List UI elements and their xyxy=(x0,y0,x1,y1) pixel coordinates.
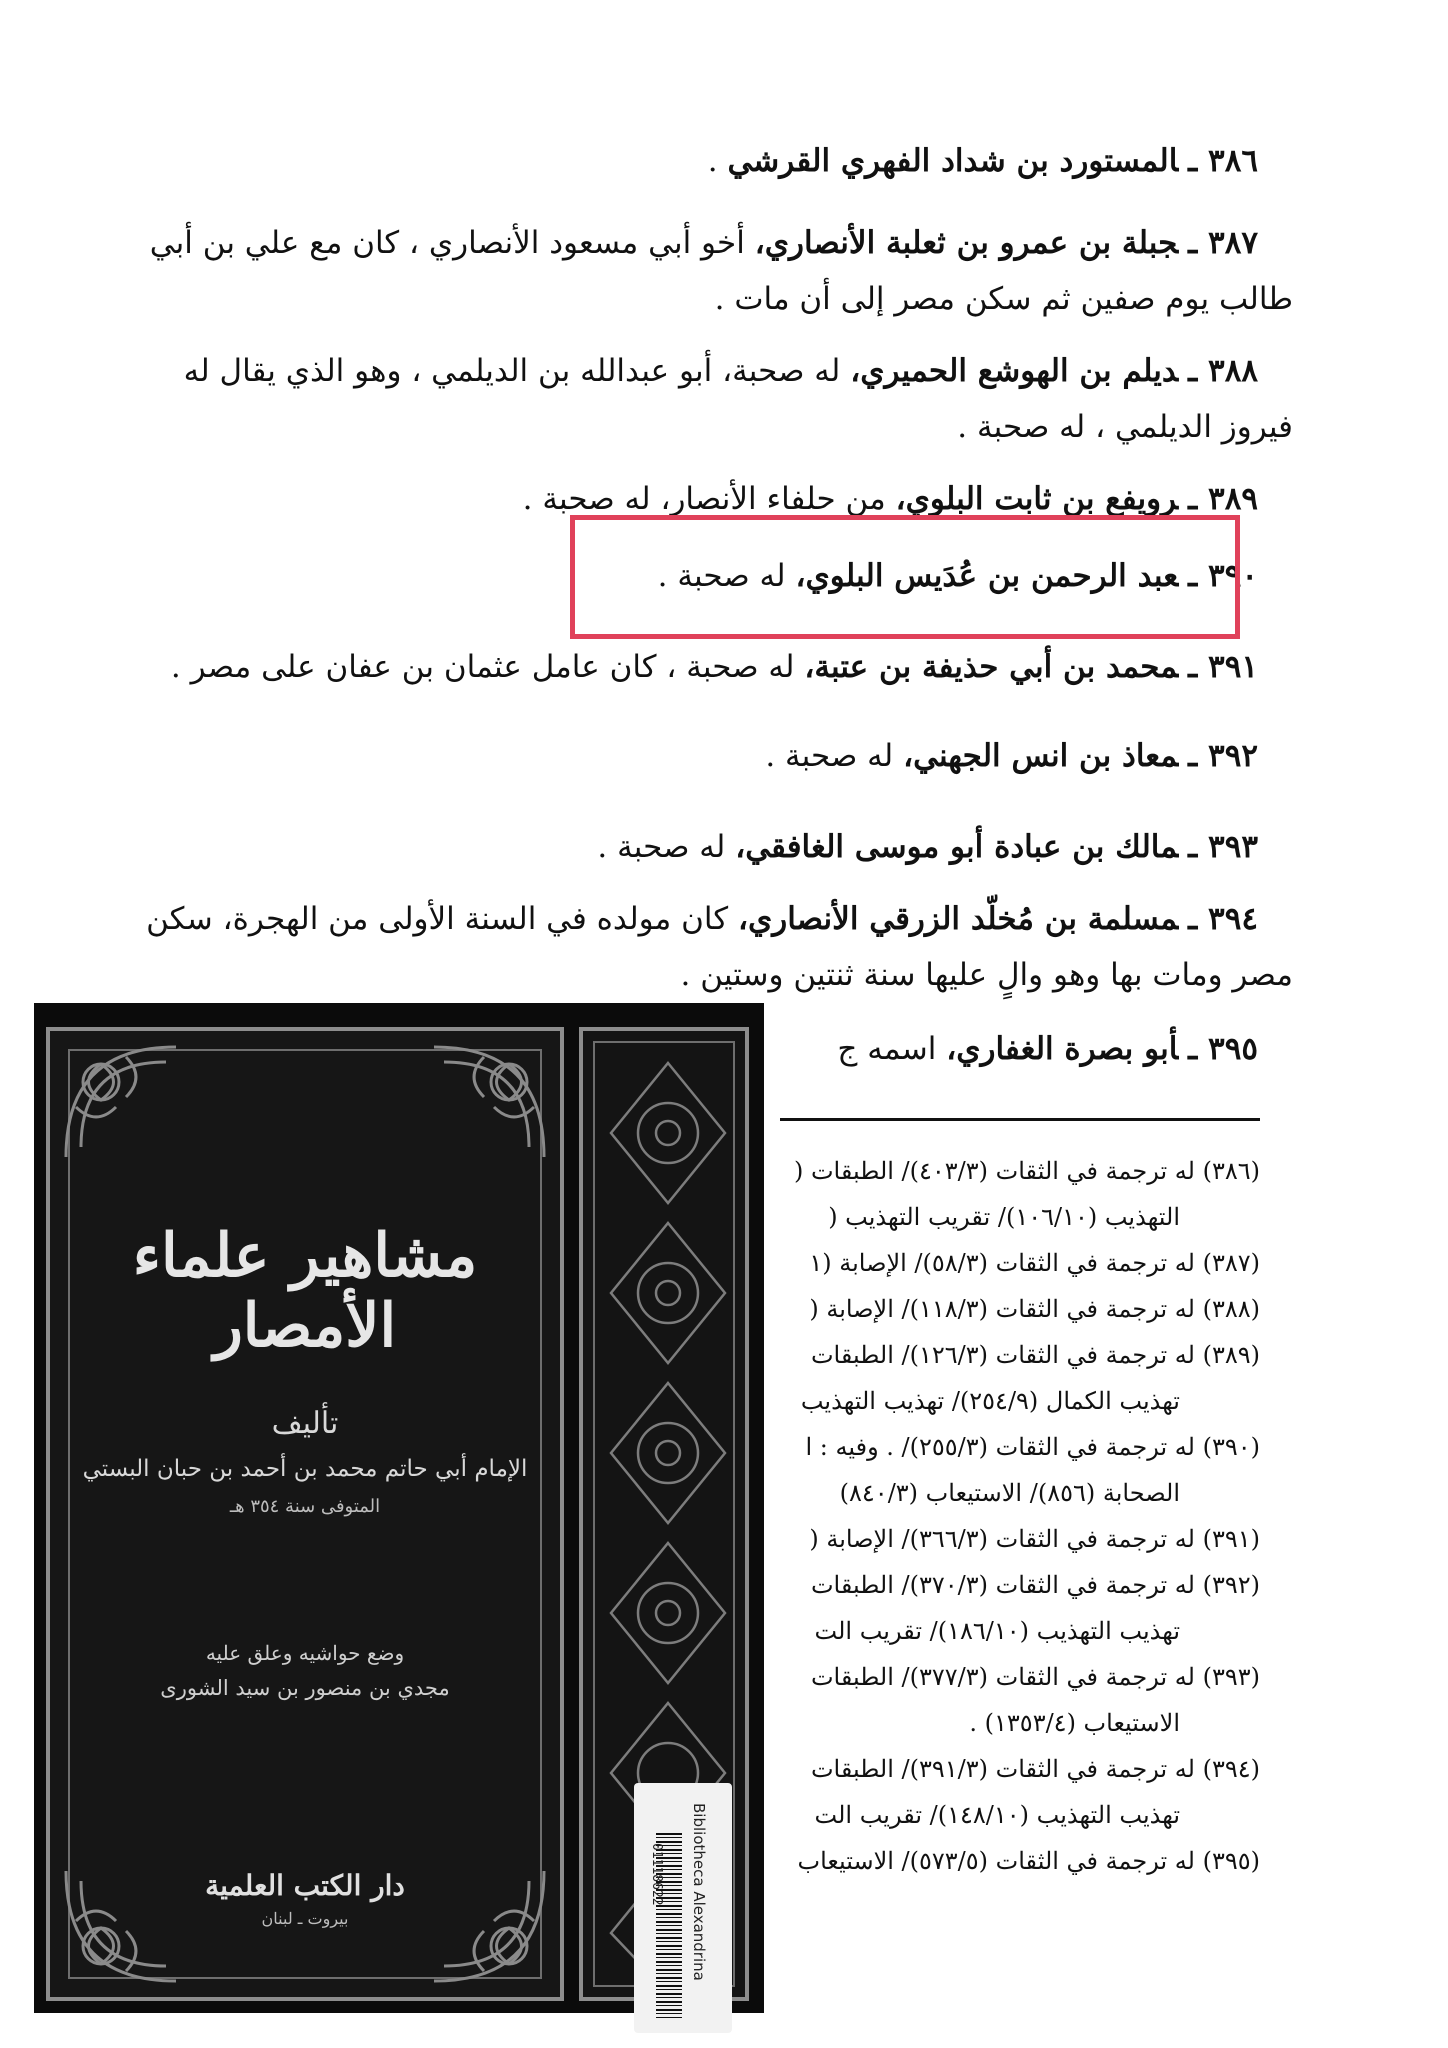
footnote: (٣٩٥) له ترجمة في الثقات (٥٧٣/٥)/ الاستيعاب xyxy=(797,1847,1260,1875)
footnote: (٣٩٢) له ترجمة في الثقات (٣٧٠/٣)/ الطبقات xyxy=(810,1571,1260,1599)
library-name: Bibliotheca Alexandrina xyxy=(690,1803,708,1981)
entry-388-continuation: فيروز الديلمي ، له صحبة . xyxy=(957,409,1293,445)
cover-by-label: تأليف xyxy=(271,1406,339,1441)
footnote: (٣٨٨) له ترجمة في الثقات (١١٨/٣)/ الإصابة ( xyxy=(809,1295,1260,1323)
entry-name: رويفع بن ثابت البلوي، xyxy=(895,481,1179,517)
cover-publisher: دار الكتب العلمية xyxy=(205,1869,405,1902)
entry-394-continuation: مصر ومات بها وهو والٍ عليها سنة ثنتين وستين . xyxy=(680,957,1293,993)
ornament-icon xyxy=(56,1037,186,1167)
entry-391: ٣٩١ ـمحمد بن أبي حذيفة بن عتبة، له صحبة ، كان عامل عثمان بن عفان على مصر . xyxy=(170,649,1258,685)
entry-393: ٣٩٣ ـمالك بن عبادة أبو موسى الغافقي، له صحبة . xyxy=(597,829,1258,865)
footnote: تهذيب الكمال (٢٥٤/٩)/ تهذيب التهذيب xyxy=(800,1387,1180,1415)
highlight-box xyxy=(570,515,1240,639)
book-front-cover xyxy=(46,1027,564,2001)
entry-name: ديلم بن الهوشع الحميري، xyxy=(850,353,1179,389)
entry-390: ٣٩٠ ـعبد الرحمن بن عُدَيس البلوي، له صحبة . xyxy=(657,558,1258,594)
ornament-icon xyxy=(424,1037,554,1167)
entry-387: ٣٨٧ ـجبلة بن عمرو بن ثعلبة الأنصاري، أخو أبي مسعود الأنصاري ، كان مع علي بن أبي xyxy=(149,225,1258,261)
cover-death-date: المتوفى سنة ٣٥٤ هـ xyxy=(229,1496,381,1517)
entry-395: ٣٩٥ ـأبو بصرة الغفاري، اسمه ج xyxy=(837,1031,1258,1067)
entry-name: المستورد بن شداد الفهري القرشي xyxy=(727,143,1179,179)
entry-name: مالك بن عبادة أبو موسى الغافقي، xyxy=(735,829,1179,865)
entry-387-continuation: طالب يوم صفين ثم سكن مصر إلى أن مات . xyxy=(714,281,1293,317)
entry-name: أبو بصرة الغفاري، xyxy=(946,1031,1179,1067)
cover-edited-label: وضع حواشيه وعلق عليه xyxy=(205,1641,405,1665)
footnote: (٣٩٠) له ترجمة في الثقات (٢٥٥/٣)/ . وفيه : ا xyxy=(805,1433,1260,1461)
entry-name: عبد الرحمن بن عُدَيس البلوي، xyxy=(795,558,1179,594)
entry-name: مسلمة بن مُخلّد الزرقي الأنصاري، xyxy=(737,901,1179,937)
footnote: تهذيب التهذيب (١٨٦/١٠)/ تقريب الت xyxy=(814,1617,1180,1645)
footnote: (٣٩٣) له ترجمة في الثقات (٣٧٧/٣)/ الطبقات xyxy=(810,1663,1260,1691)
footnote-divider xyxy=(780,1118,1260,1121)
footnote: الاستيعاب (١٣٥٣/٤) . xyxy=(969,1709,1180,1737)
footnote: التهذيب (١٠٦/١٠)/ تقريب التهذيب ( xyxy=(828,1203,1180,1231)
footnote: (٣٨٧) له ترجمة في الثقات (٥٨/٣)/ الإصابة (١ xyxy=(809,1249,1260,1277)
footnote: (٣٩١) له ترجمة في الثقات (٣٦٦/٣)/ الإصابة ( xyxy=(809,1525,1260,1553)
footnote: تهذيب التهذيب (١٤٨/١٠)/ تقريب الت xyxy=(814,1801,1180,1829)
barcode-number: 01118622 xyxy=(649,1843,664,1906)
entry-386: ٣٨٦ ـالمستورد بن شداد الفهري القرشي . xyxy=(707,143,1258,179)
entry-389: ٣٨٩ ـرويفع بن ثابت البلوي، من حلفاء الأنصار، له صحبة . xyxy=(522,481,1258,517)
entry-name: معاذ بن انس الجهني، xyxy=(903,738,1179,774)
footnote: (٣٨٩) له ترجمة في الثقات (١٢٦/٣)/ الطبقات xyxy=(810,1341,1260,1369)
cover-author: الإمام أبي حاتم محمد بن أحمد بن حبان البستي xyxy=(82,1456,528,1482)
footnote: (٣٩٤) له ترجمة في الثقات (٣٩١/٣)/ الطبقات xyxy=(810,1755,1260,1783)
cover-publisher-place: بيروت ـ لبنان xyxy=(261,1909,349,1928)
entry-388: ٣٨٨ ـديلم بن الهوشع الحميري، له صحبة، أبو عبدالله بن الديلمي ، وهو الذي يقال له xyxy=(183,353,1258,389)
entry-name: محمد بن أبي حذيفة بن عتبة، xyxy=(804,649,1179,685)
entry-name: جبلة بن عمرو بن ثعلبة الأنصاري، xyxy=(754,225,1179,261)
cover-editor: مجدي بن منصور بن سيد الشورى xyxy=(160,1676,450,1700)
footnote: الصحابة (٨٥٦)/ الاستيعاب (٨٤٠/٣) xyxy=(839,1479,1180,1507)
footnote: (٣٨٦) له ترجمة في الثقات (٤٠٣/٣)/ الطبقات ( xyxy=(793,1157,1260,1185)
footnotes xyxy=(740,1148,1260,1884)
cover-title: مشاهير علماء الأمصار xyxy=(132,1221,478,1361)
entry-394: ٣٩٤ ـمسلمة بن مُخلّد الزرقي الأنصاري، كان مولده في السنة الأولى من الهجرة، سكن xyxy=(146,901,1258,937)
book-cover-image xyxy=(34,1003,764,2013)
entry-392: ٣٩٢ ـمعاذ بن انس الجهني، له صحبة . xyxy=(765,738,1258,774)
